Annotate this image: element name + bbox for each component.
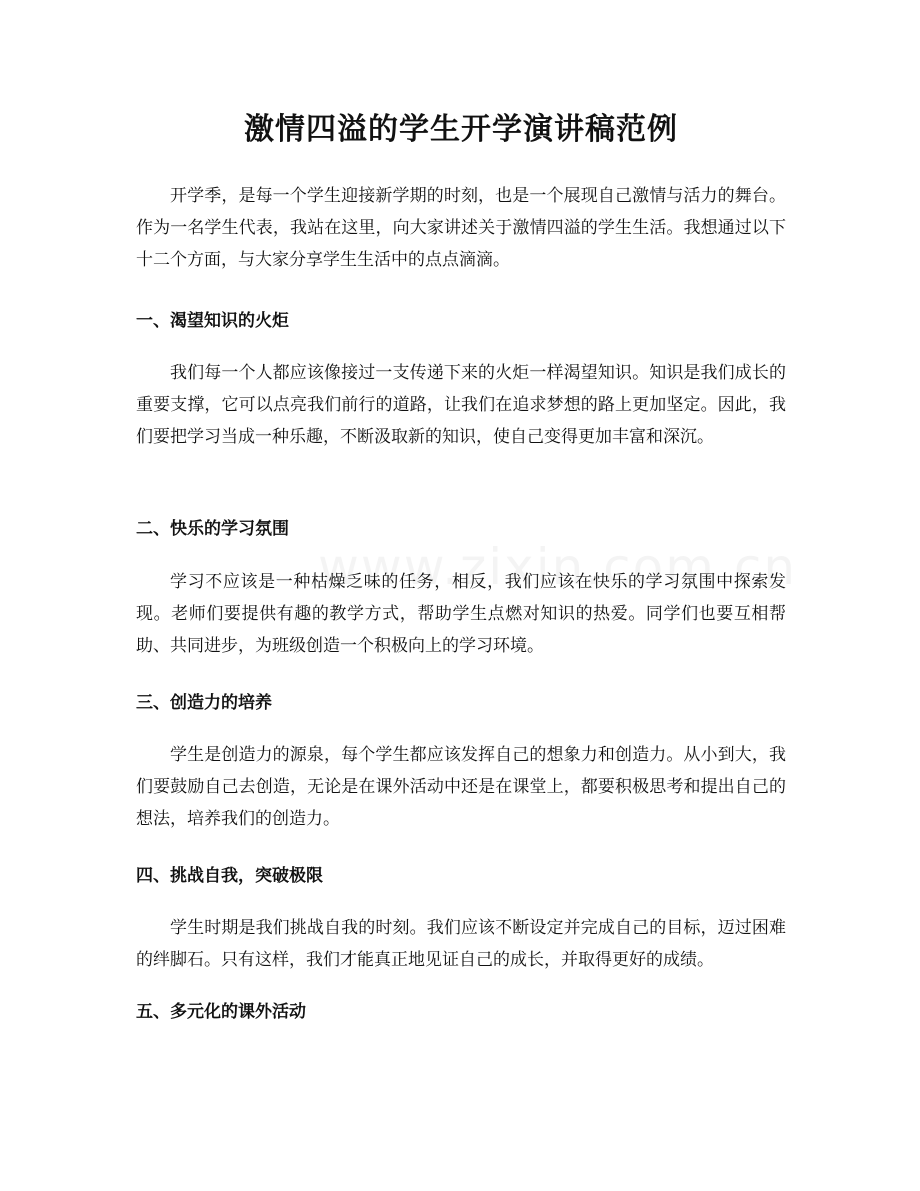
section-body-1: 我们每一个人都应该像接过一支传递下来的火炬一样渴望知识。知识是我们成长的重要支撑，它可以点亮我们前行的道路，让我们在追求梦想的路上更加坚定。因此，我们要把学习当成一种乐趣，不断汲取新的知识，使自己变得更加丰富和深沉。 [136,363,786,447]
document-title: 激情四溢的学生开学演讲稿范例 [244,112,678,147]
section-heading-2: 二、快乐的学习氛围 [136,519,289,539]
section-body-4: 学生时期是我们挑战自我的时刻。我们应该不断设定并完成自己的目标，迈过困难的绊脚石。只有这样，我们才能真正地见证自己的成长，并取得更好的成绩。 [136,918,786,970]
watermark-text [318,538,797,596]
section-body-3: 学生是创造力的源泉，每个学生都应该发挥自己的想象力和创造力。从小到大，我们要鼓励自己去创造，无论是在课外活动中还是在课堂上，都要积极思考和提出自己的想法，培养我们的创造力。 [136,745,786,829]
section-heading-3: 三、创造力的培养 [136,693,272,713]
section-heading-5: 五、多元化的课外活动 [136,1002,306,1022]
section-heading-4: 四、挑战自我，突破极限 [136,866,323,886]
section-body-2: 学习不应该是一种枯燥乏味的任务，相反，我们应该在快乐的学习氛围中探索发现。老师们要提供有趣的教学方式，帮助学生点燃对知识的热爱。同学们也要互相帮助、共同进步，为班级创造一个积极向上的学习环境。 [136,572,786,656]
section-heading-1: 一、渴望知识的火炬 [136,311,289,331]
intro-paragraph: 开学季，是每一个学生迎接新学期的时刻，也是一个展现自己激情与活力的舞台。作为一名学生代表，我站在这里，向大家讲述关于激情四溢的学生生活。我想通过以下十二个方面，与大家分享学生生活中的点点滴滴。 [136,186,786,270]
